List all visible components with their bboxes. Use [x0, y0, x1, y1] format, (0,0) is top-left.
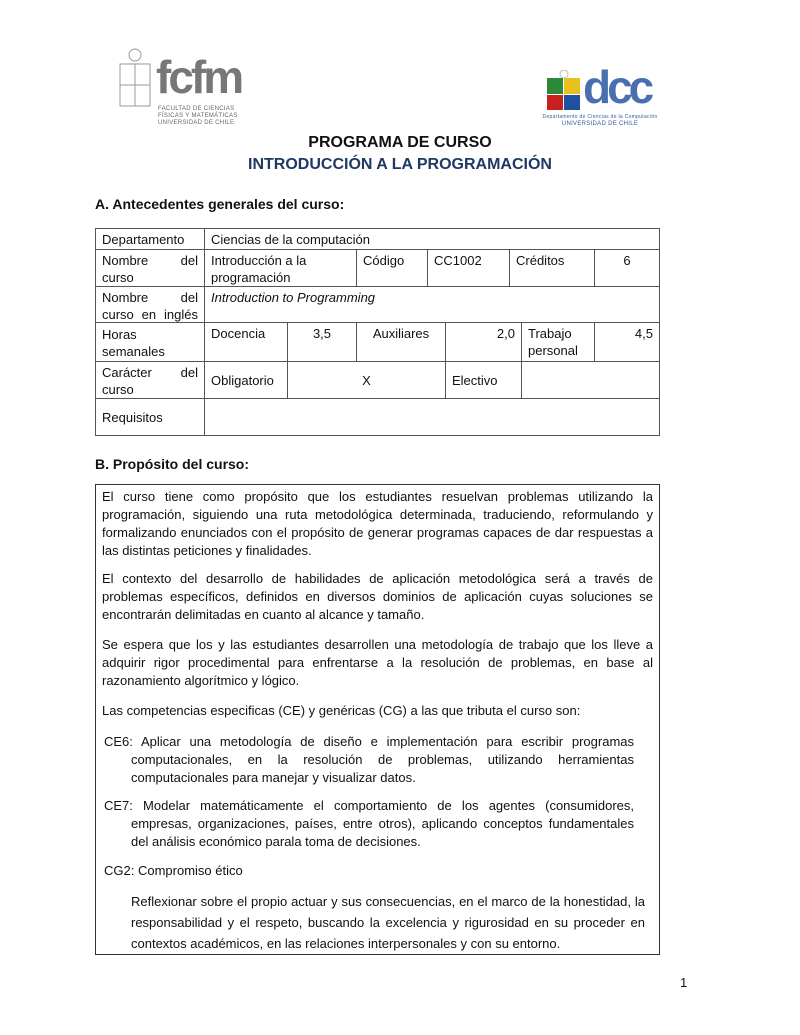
page-number: 1 [680, 975, 688, 990]
course-title: INTRODUCCIÓN A LA PROGRAMACIÓN [248, 156, 552, 173]
section-b-heading: B. Propósito del curso: [95, 456, 250, 472]
label-docencia: Docencia [204, 322, 288, 362]
value-electivo [521, 361, 660, 399]
value-ingles: Introduction to Programming [204, 286, 660, 323]
competency-ce6: CE6: Aplicar una metodología de diseño e implementación para escribir programas computacionales, en la resolución de problemas, utilizando herramientas computacionales para manejar y visualizar datos. [104, 734, 634, 785]
value-auxiliares: 2,0 [445, 322, 522, 362]
value-creditos: 6 [594, 249, 660, 287]
page-title: PROGRAMA DE CURSO [308, 134, 492, 151]
dcc-logo: dcc [583, 61, 651, 113]
competency-ce7: CE7: Modelar matemáticamente el comportamiento de los agentes (consumidores, empresas, organizaciones, países, entre otros), aplicando conceptos fundamentales del análisis económico parala toma de decisiones. [104, 798, 634, 849]
label-nombre: Nombre del curso [95, 249, 205, 287]
label-electivo: Electivo [445, 361, 522, 399]
value-trabajo: 4,5 [594, 322, 660, 362]
label-requisitos: Requisitos [95, 398, 205, 436]
dcc-line: Departamento de Ciencias de la Computación [542, 114, 658, 120]
value-obligatorio: X [287, 361, 446, 399]
fcfm-line: FACULTAD DE CIENCIAS [158, 106, 235, 112]
university-seal-icon [118, 46, 152, 108]
dcc-line: UNIVERSIDAD DE CHILE [561, 121, 639, 127]
label-horas: Horas semanales [95, 322, 205, 362]
purpose-paragraph: Las competencias especificas (CE) y genéricas (CG) a las que tributa el curso son: [102, 703, 581, 718]
value-requisitos [204, 398, 660, 436]
value-codigo: CC1002 [427, 249, 510, 287]
value-docencia: 3,5 [287, 322, 357, 362]
section-a-heading: A. Antecedentes generales del curso: [95, 196, 345, 212]
competency-cg2-title: CG2: Compromiso ético [104, 863, 243, 878]
value-departamento: Ciencias de la computación [204, 228, 660, 250]
label-departamento: Departamento [95, 228, 205, 250]
label-ingles: Nombre del curso en inglés [95, 286, 205, 323]
label-trabajo: Trabajo personal [521, 322, 595, 362]
label-codigo: Código [356, 249, 428, 287]
competency-cg2: Reflexionar sobre el propio actuar y sus consecuencias, en el marco de la honestidad, la responsabilidad y el respeto, buscando la excelencia y rigurosidad en su proceder en contextos académicos, en las relaciones interpersonales y con su entorno. [131, 894, 645, 951]
purpose-paragraph: Se espera que los y las estudiantes desarrollen una metodología de trabajo que los lleve a adquirir rigor procedimental para enfrentarse a la resolución de problemas, en base al razonamiento algorítmico y lógico. [102, 637, 653, 688]
purpose-paragraph: El curso tiene como propósito que los estudiantes resuelvan problemas utilizando la programación, siguiendo una ruta metodológica determinada, traduciendo, reformulando y formalizando enunciados con el propósito de generar programas capaces de dar respuestas a las distintas peticiones y finalidades. [102, 489, 653, 558]
label-creditos: Créditos [509, 249, 595, 287]
label-caracter: Carácter del curso [95, 361, 205, 399]
fcfm-line: FÍSICAS Y MATEMÁTICAS [158, 113, 238, 119]
label-obligatorio: Obligatorio [204, 361, 288, 399]
university-seal-icon [547, 70, 581, 110]
value-nombre: Introducción a la programación [204, 249, 357, 287]
fcfm-line: UNIVERSIDAD DE CHILE [158, 120, 235, 126]
purpose-paragraph: El contexto del desarrollo de habilidades de aplicación metodológica será a través de problemas específicos, definidos en diversos dominios de aplicación cuyas soluciones se encontrarán delimitadas en cuanto al alcance y tamaño. [102, 571, 653, 622]
label-auxiliares: Auxiliares [356, 322, 446, 362]
fcfm-logo: fcfm [156, 51, 242, 103]
